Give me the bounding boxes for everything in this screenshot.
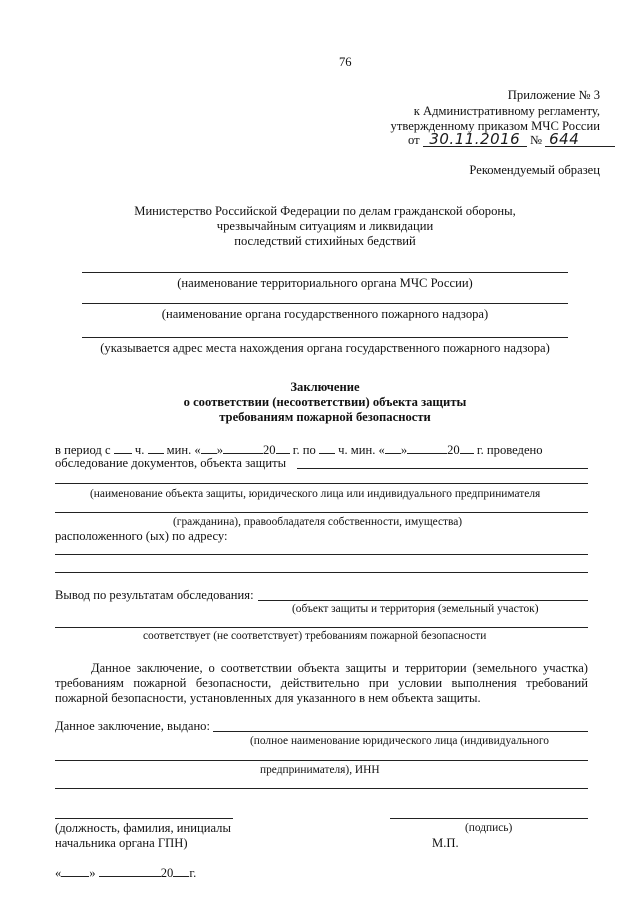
address-field-line-2[interactable] [55,572,588,573]
title-line-1: Заключение [290,380,360,394]
paragraph-line-1: Данное заключение, о соответствии объекта защиты и территории (земельного участка) [91,661,588,675]
official-caption-2: начальника органа ГПН) [55,836,188,850]
conclusion-label: Вывод по результатам обследования: [55,588,254,602]
order-reference: утвержденному приказом МЧС России [390,119,600,133]
located-label: расположенного (ых) по адресу: [55,529,228,543]
minute-from-field[interactable] [148,441,164,454]
title-line-2: о соответствии (несоответствии) объекта защиты [183,395,467,409]
conducted-label: г. проведено [476,443,543,457]
date-year-field[interactable] [173,864,189,877]
conclusion-caption: (объект защиты и территория (земельный участок) [292,603,539,615]
title-line-3: требованиям пожарной безопасности [219,410,431,424]
order-number: 644 [545,133,615,147]
inspection-label: обследование документов, объекта защиты [55,456,287,470]
inspection-object-line-2[interactable] [55,483,588,484]
regulation-reference: к Административному регламенту, [413,104,600,118]
territorial-body-line[interactable] [82,272,568,273]
hour-label-1: ч. [134,443,145,457]
month-to-field[interactable] [407,441,447,454]
date-day-field[interactable] [61,864,89,877]
day-to-field[interactable] [385,441,401,454]
address-field-line-1[interactable] [55,554,588,555]
date-quote-close: » [89,866,96,880]
minute-label-1: мин. « [166,443,201,457]
owner-line[interactable] [55,512,588,513]
hour-to-field[interactable] [319,441,335,454]
quote-close-2: » [400,443,408,457]
issued-line-2[interactable] [55,760,588,761]
order-from-label: от [408,133,420,147]
fire-body-line[interactable] [82,303,568,304]
stamp-label: М.П. [432,836,459,850]
issued-caption-2: предпринимателя), ИНН [260,764,380,776]
object-caption-2: (гражданина), правообладателя собственности, имущества) [173,516,463,528]
day-from-field[interactable] [201,441,217,454]
ministry-line-3: последствий стихийных бедствий [234,234,416,248]
order-number-sign: № [529,133,542,147]
date-month-field[interactable] [99,864,161,877]
date-quote-open: « [55,866,62,880]
territorial-body-caption: (наименование территориального органа МЧС России) [177,276,473,290]
order-date-row [408,130,615,148]
period-from-label: в период с [55,443,111,457]
quote-close-1: » [216,443,223,457]
time-label-2: ч. мин. « [338,443,385,457]
period-to-label: г. по [292,443,316,457]
date-suffix: г. [189,866,197,880]
signature-caption: (подпись) [465,822,513,834]
order-date: 30.11.2016 [423,133,527,147]
appendix-number: Приложение № 3 [507,88,600,102]
date-row [55,864,196,881]
conclusion-field[interactable] [258,600,588,601]
address-line[interactable] [82,337,568,338]
paragraph-line-2: требованиям пожарной безопасности, действительно при условии выполнения требований [55,676,588,690]
issued-line-3[interactable] [55,788,588,789]
year-prefix-1: 20 [263,443,276,457]
hour-from-field[interactable] [114,441,132,454]
ministry-line-2: чрезвычайным ситуациям и ликвидации [216,219,434,233]
issued-caption-1: (полное наименование юридического лица (индивидуального [250,735,549,747]
inspection-object-field[interactable] [297,468,588,469]
compliance-caption: соответствует (не соответствует) требованиям пожарной безопасности [143,630,487,642]
object-caption-1: (наименование объекта защиты, юридического лица или индивидуального предпринимателя [90,488,541,500]
conclusion-line-2[interactable] [55,627,588,628]
ministry-line-1: Министерство Российской Федерации по делам гражданской обороны, [134,204,516,218]
year-to-field[interactable] [460,441,474,454]
address-caption: (указывается адрес места нахождения органа государственного пожарного надзора) [100,341,550,355]
issued-label: Данное заключение, выдано: [55,719,210,733]
month-from-field[interactable] [223,441,263,454]
issued-field[interactable] [213,731,588,732]
signature-line[interactable] [390,818,588,819]
paragraph-line-3: пожарной безопасности, установленных для указанного в нем объекта защиты. [55,691,481,705]
official-caption-1: (должность, фамилия, инициалы [55,821,231,835]
date-year-prefix: 20 [160,866,174,880]
year-prefix-2: 20 [447,443,460,457]
fire-body-caption: (наименование органа государственного пожарного надзора) [161,307,489,321]
page-number: 76 [339,55,352,69]
year-from-field[interactable] [276,441,290,454]
recommended-sample: Рекомендуемый образец [469,163,600,177]
official-name-line[interactable] [55,818,233,819]
